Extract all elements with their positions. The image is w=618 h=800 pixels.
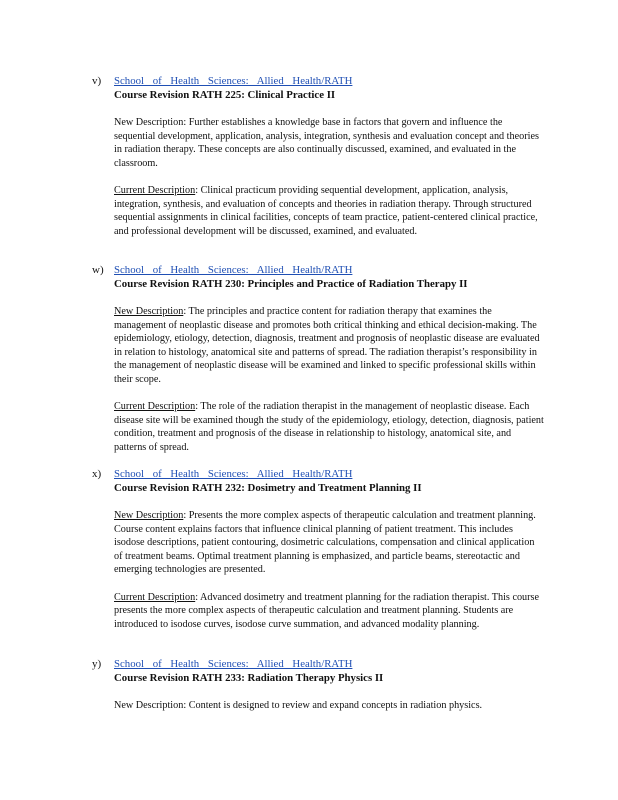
course-title: Course Revision RATH 230: Principles and Practice of Radiation Therapy II — [114, 278, 468, 290]
course-title: Course Revision RATH 232: Dosimetry and Treatment Planning II — [114, 482, 422, 494]
course-title: Course Revision RATH 225: Clinical Practice II — [114, 89, 336, 101]
item-body — [114, 264, 544, 454]
item-letter: y) — [92, 658, 102, 670]
department-link[interactable]: School of Health Sciences: Allied Health/RATH — [114, 658, 353, 670]
description-label: New Description — [114, 117, 184, 128]
course-title: Course Revision RATH 233: Radiation Therapy Physics II — [114, 672, 384, 684]
new-description-paragraph — [114, 699, 544, 713]
new-description-paragraph — [114, 509, 544, 577]
description-label: Current Description — [114, 185, 196, 196]
item-letter: v) — [92, 75, 102, 87]
item-letter: w) — [92, 264, 104, 276]
description-label: Current Description — [114, 401, 196, 412]
department-link[interactable]: School of Health Sciences: Allied Health/RATH — [114, 468, 353, 480]
department-link[interactable]: School of Health Sciences: Allied Health/RATH — [114, 264, 353, 276]
new-description-paragraph — [114, 116, 544, 170]
description-label: New Description — [114, 306, 184, 317]
item-letter: x) — [92, 468, 102, 480]
description-text: : Further establishes a knowledge base in factors that govern and influence the sequential development, application, analysis, integration, synthesis and evaluation concept and theories in radiation therapy. These concepts are also continually discussed, examined, and evaluated in the classroom. — [114, 117, 539, 169]
description-text: : Advanced dosimetry and treatment planning for the radiation therapist. This course presents the more complex aspects of therapeutic calculation and treatment planning. Students are introduced to isodose curves, isodose curve summation, and advanced modality planning. — [114, 591, 540, 630]
description-text: : The principles and practice content for radiation therapy that examines the management of neoplastic disease and promotes both critical thinking and ethical decision-making. The epidemiology, etiology, detection, diagnosis, treatment and prognosis of neoplastic disease are evaluated in relation to histology, anatomical site and patterns of spread. The radiation therapist’s responsibility in the management of neoplastic disease will be examined and linked to specific professional skills within their scope. — [114, 306, 540, 385]
item-body — [114, 468, 544, 631]
description-label: New Description — [114, 510, 184, 521]
description-text: : Presents the more complex aspects of therapeutic calculation and treatment planning. Course content explains factors that influence clinical planning of patient treatment. This includes isodose descriptions, patient contouring, dosimetric calculations, compensation and clinical application of treatment beams. Optimal treatment planning is emphasized, and particle beams, stereotactic and emerging technologies are presented. — [114, 510, 536, 575]
description-text: : The role of the radiation therapist in the management of neoplastic disease. Each disease site will be examined though the study of the epidemiology, etiology, detection, diagnosis, patient condition, treatment and prognosis of the disease in relationship to histology, anatomical site, and patterns of spread. — [114, 401, 544, 453]
current-description-paragraph — [114, 400, 544, 454]
department-link[interactable]: School of Health Sciences: Allied Health/RATH — [114, 75, 353, 87]
description-text: : Clinical practicum providing sequential development, application, analysis, integration, synthesis, and evaluation of concepts and theories in radiation therapy. Through structured sequential assignments in clinical facilities, concepts of team practice, patient-centered clinical practice, and professional development will be discussed, examined, and evaluated. — [114, 185, 538, 237]
item-body — [114, 658, 544, 713]
item-body — [114, 75, 544, 238]
description-label: Current Description — [114, 591, 196, 603]
description-text: : Content is designed to review and expand concepts in radiation physics. — [183, 700, 483, 711]
current-description-paragraph — [114, 591, 544, 632]
description-label: New Description — [114, 700, 184, 711]
new-description-paragraph — [114, 305, 544, 386]
current-description-paragraph — [114, 184, 544, 238]
